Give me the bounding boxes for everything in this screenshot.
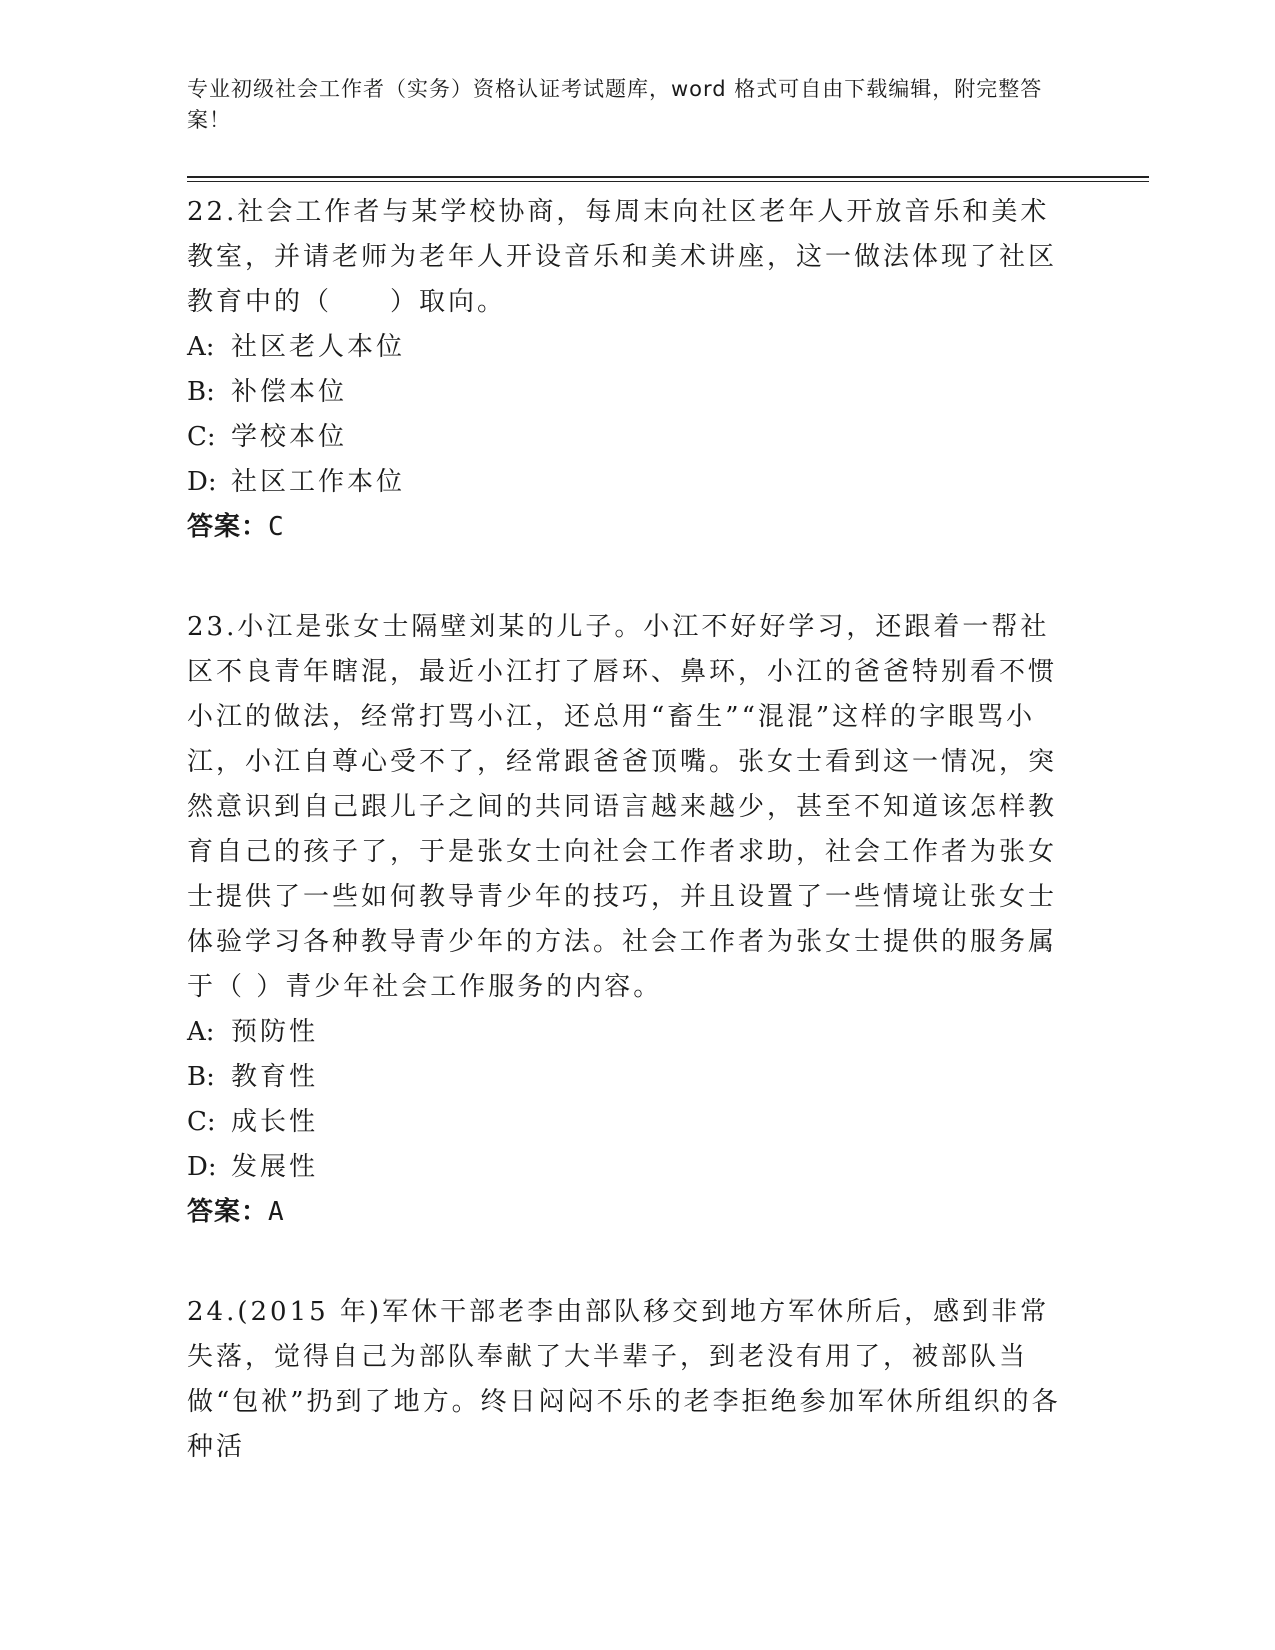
option-letter: A:: [187, 332, 215, 362]
answer-value: C: [268, 512, 285, 542]
option-d: [187, 1145, 1077, 1190]
option-letter: D:: [187, 1152, 217, 1182]
question-24: [187, 1290, 1077, 1470]
option-letter: B:: [187, 377, 215, 407]
answer-label: 答案：: [187, 512, 269, 542]
option-letter: B:: [187, 1062, 215, 1092]
option-b: [187, 1055, 1077, 1100]
header-divider-thin: [187, 181, 1149, 182]
option-text: 社区老人本位: [231, 332, 406, 362]
spacer: [187, 550, 1077, 605]
header-divider-thick: [187, 176, 1149, 178]
option-a: [187, 1010, 1077, 1055]
question-stem: 23.小江是张女士隔壁刘某的儿子。小江不好好学习，还跟着一帮社区不良青年瞎混，最近小江打了唇环、鼻环，小江的爸爸特别看不惯小江的做法，经常打骂小江，还总用“畜生”“混混”这样的字眼骂小江，小江自尊心受不了，经常跟爸爸顶嘴。张女士看到这一情况，突然意识到自己跟儿子之间的共同语言越来越少，甚至不知道该怎样教育自己的孩子了，于是张女士向社会工作者求助，社会工作者为张女士提供了一些如何教导青少年的技巧，并且设置了一些情境让张女士体验学习各种教导青少年的方法。社会工作者为张女士提供的服务属于（ ）青少年社会工作服务的内容。: [187, 612, 1058, 1002]
option-a: [187, 325, 1077, 370]
option-text: 教育性: [231, 1062, 319, 1092]
answer-line: [187, 505, 1077, 550]
question-stem: 24.(2015 年)军休干部老李由部队移交到地方军休所后，感到非常失落，觉得自己为部队奉献了大半辈子，到老没有用了，被部队当做“包袱”扔到了地方。终日闷闷不乐的老李拒绝参加军休所组织的各种活: [187, 1297, 1061, 1462]
option-letter: C:: [187, 1107, 216, 1137]
option-b: [187, 370, 1077, 415]
option-letter: A:: [187, 1017, 215, 1047]
option-d: [187, 460, 1077, 505]
option-text: 学校本位: [231, 422, 348, 452]
option-letter: D:: [187, 467, 217, 497]
option-text: 预防性: [231, 1017, 319, 1047]
page-header: 专业初级社会工作者（实务）资格认证考试题库，word 格式可自由下载编辑，附完整答案！: [187, 77, 1043, 132]
answer-line: [187, 1190, 1077, 1235]
question-23: [187, 605, 1077, 1235]
answer-label: 答案：: [187, 1197, 269, 1227]
answer-value: A: [268, 1197, 285, 1227]
option-text: 发展性: [231, 1152, 319, 1182]
option-text: 成长性: [231, 1107, 319, 1137]
question-stem: 22.社会工作者与某学校协商，每周末向社区老年人开放音乐和美术教室，并请老师为老年人开设音乐和美术讲座，这一做法体现了社区教育中的（ ）取向。: [187, 197, 1058, 317]
option-text: 社区工作本位: [231, 467, 406, 497]
question-list: [187, 190, 1077, 1470]
option-text: 补偿本位: [231, 377, 348, 407]
option-letter: C:: [187, 422, 216, 452]
question-22: [187, 190, 1077, 550]
option-c: [187, 1100, 1077, 1145]
spacer: [187, 1235, 1077, 1290]
option-c: [187, 415, 1077, 460]
